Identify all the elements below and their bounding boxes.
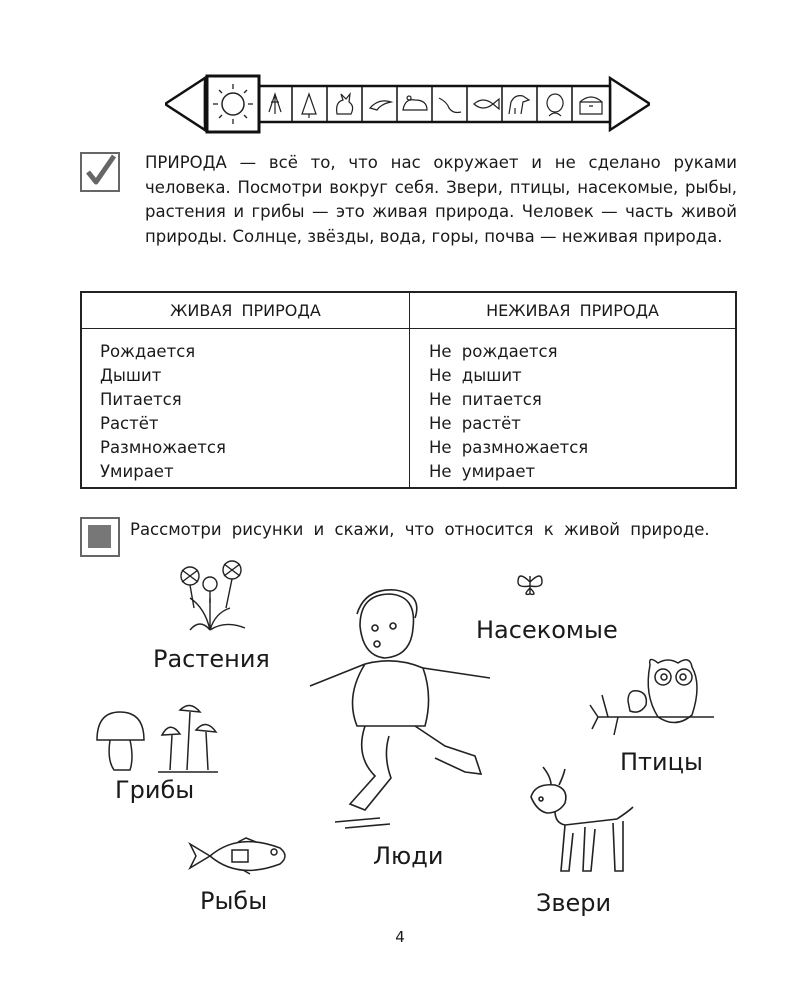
topic-strip <box>165 72 650 136</box>
nonliving-item: Не рождается <box>429 342 558 361</box>
owl-icon <box>588 655 718 740</box>
nonliving-item: Не питается <box>429 390 542 409</box>
deer-icon <box>525 763 640 883</box>
label-insects: Насекомые <box>476 616 618 644</box>
nonliving-item: Не размножается <box>429 438 589 457</box>
living-item: Питается <box>100 390 182 409</box>
task-square-icon <box>80 517 120 557</box>
living-item: Дышит <box>100 366 162 385</box>
mushroom-icon <box>92 700 227 778</box>
living-column <box>82 293 410 487</box>
label-people: Люди <box>373 842 444 870</box>
page-number: 4 <box>395 928 405 946</box>
nonliving-item: Не умирает <box>429 462 536 481</box>
task-text: Рассмотри рисунки и скажи, что относится к живой природе. <box>130 520 710 539</box>
living-item: Размножается <box>100 438 226 457</box>
nonliving-item: Не дышит <box>429 366 522 385</box>
label-mushrooms: Грибы <box>115 776 195 804</box>
butterfly-icon <box>512 570 548 598</box>
nonliving-column <box>410 293 735 487</box>
checkmark-icon <box>80 152 120 192</box>
nonliving-header: НЕЖИВАЯ ПРИРОДА <box>410 293 735 329</box>
right-arrow-icon <box>610 78 650 130</box>
intro-paragraph: ПРИРОДА — всё то, что нас окружает и не сделано руками человека. Посмотри вокруг себя. Звери, птицы, насекомые, рыбы, растения и грибы — это живая природа. Человек — часть живой природы. Солнце, звёзды, вода, горы, почва — неживая природа. <box>145 153 737 246</box>
nonliving-item: Не растёт <box>429 414 521 433</box>
living-item: Рождается <box>100 342 196 361</box>
living-item: Умирает <box>100 462 174 481</box>
running-boy-icon <box>305 586 505 831</box>
label-birds: Птицы <box>620 748 703 776</box>
dandelion-icon <box>170 558 260 633</box>
label-fish: Рыбы <box>200 887 268 915</box>
label-animals: Звери <box>536 889 612 917</box>
comparison-table <box>80 291 737 489</box>
label-plants: Растения <box>153 645 270 673</box>
living-item: Растёт <box>100 414 159 433</box>
fish-icon <box>188 830 293 882</box>
living-header: ЖИВАЯ ПРИРОДА <box>82 293 409 329</box>
